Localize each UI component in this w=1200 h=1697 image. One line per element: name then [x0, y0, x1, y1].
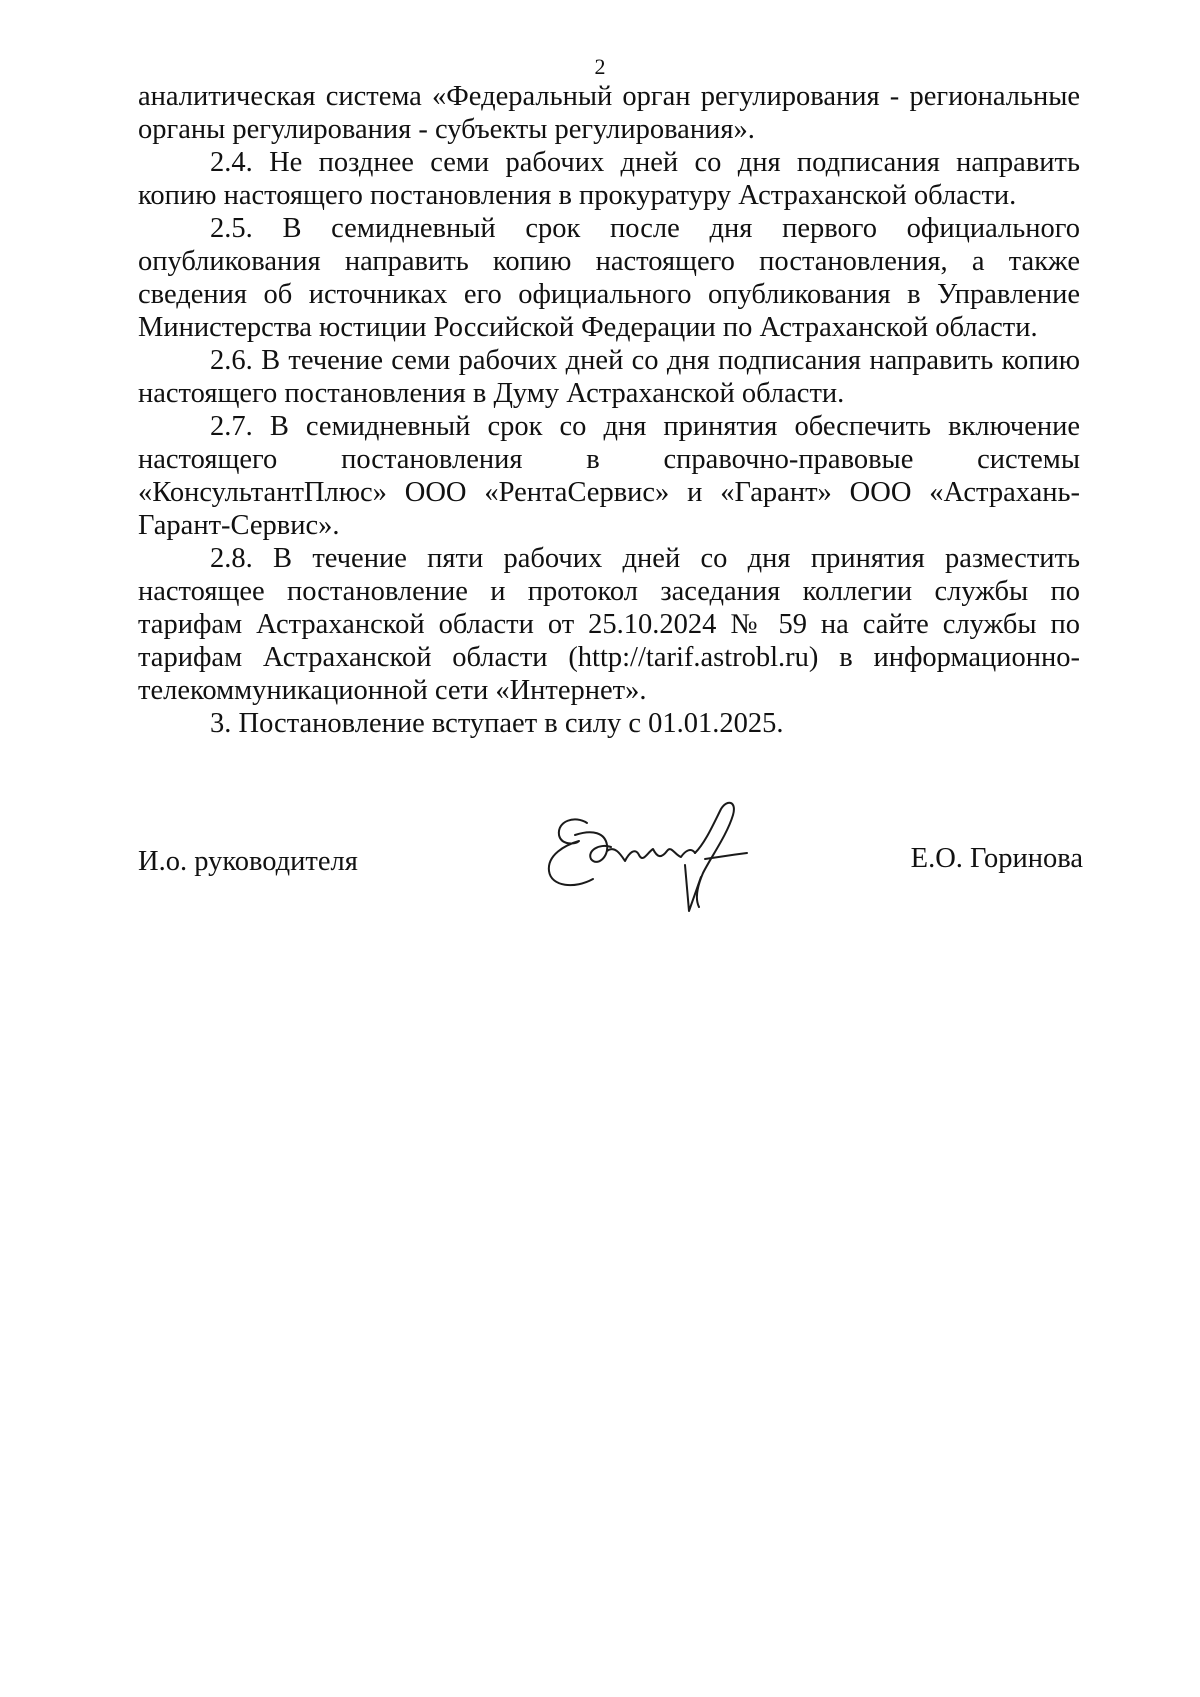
- paragraph-2-6: 2.6. В течение семи рабочих дней со дня подписания направить копию настоящего постановления в Думу Астраханской области.: [138, 345, 1080, 409]
- paragraph-2-7: 2.7. В семидневный срок со дня принятия обеспечить включение настоящего постановления в справочно-правовые системы «КонсультантПлюс» ООО «РентаСервис» и «Гарант» ООО «Астрахань-Гарант-Сервис».: [138, 411, 1080, 541]
- paragraph-3: 3. Постановление вступает в силу с 01.01.2025.: [210, 708, 784, 739]
- paragraph-continuation: аналитическая система «Федеральный орган регулирования - региональные органы регулирования - субъекты регулирования».: [138, 81, 1080, 145]
- handwritten-signature: [535, 795, 795, 915]
- signatory-role: И.о. руководителя: [138, 846, 358, 877]
- paragraph-2-4: 2.4. Не позднее семи рабочих дней со дня подписания направить копию настоящего постановления в прокуратуру Астраханской области.: [138, 147, 1080, 211]
- signatory-name: Е.О. Горинова: [910, 843, 1083, 874]
- page-number: 2: [594, 54, 606, 79]
- document-body: [138, 80, 1080, 740]
- paragraph-2-5: 2.5. В семидневный срок после дня первого официального опубликования направить копию настоящего постановления, а также сведения об источниках его официального опубликования в Управление Министерства юстиции Российской Федерации по Астраханской области.: [138, 213, 1080, 343]
- paragraph-2-8: 2.8. В течение пяти рабочих дней со дня принятия разместить настоящее постановление и протокол заседания коллегии службы по тарифам Астраханской области от 25.10.2024 № 59 на сайте службы по тарифам Астраханской области (http://tarif.astrobl.ru) в информационно-телекоммуникационной сети «Интернет».: [138, 543, 1080, 706]
